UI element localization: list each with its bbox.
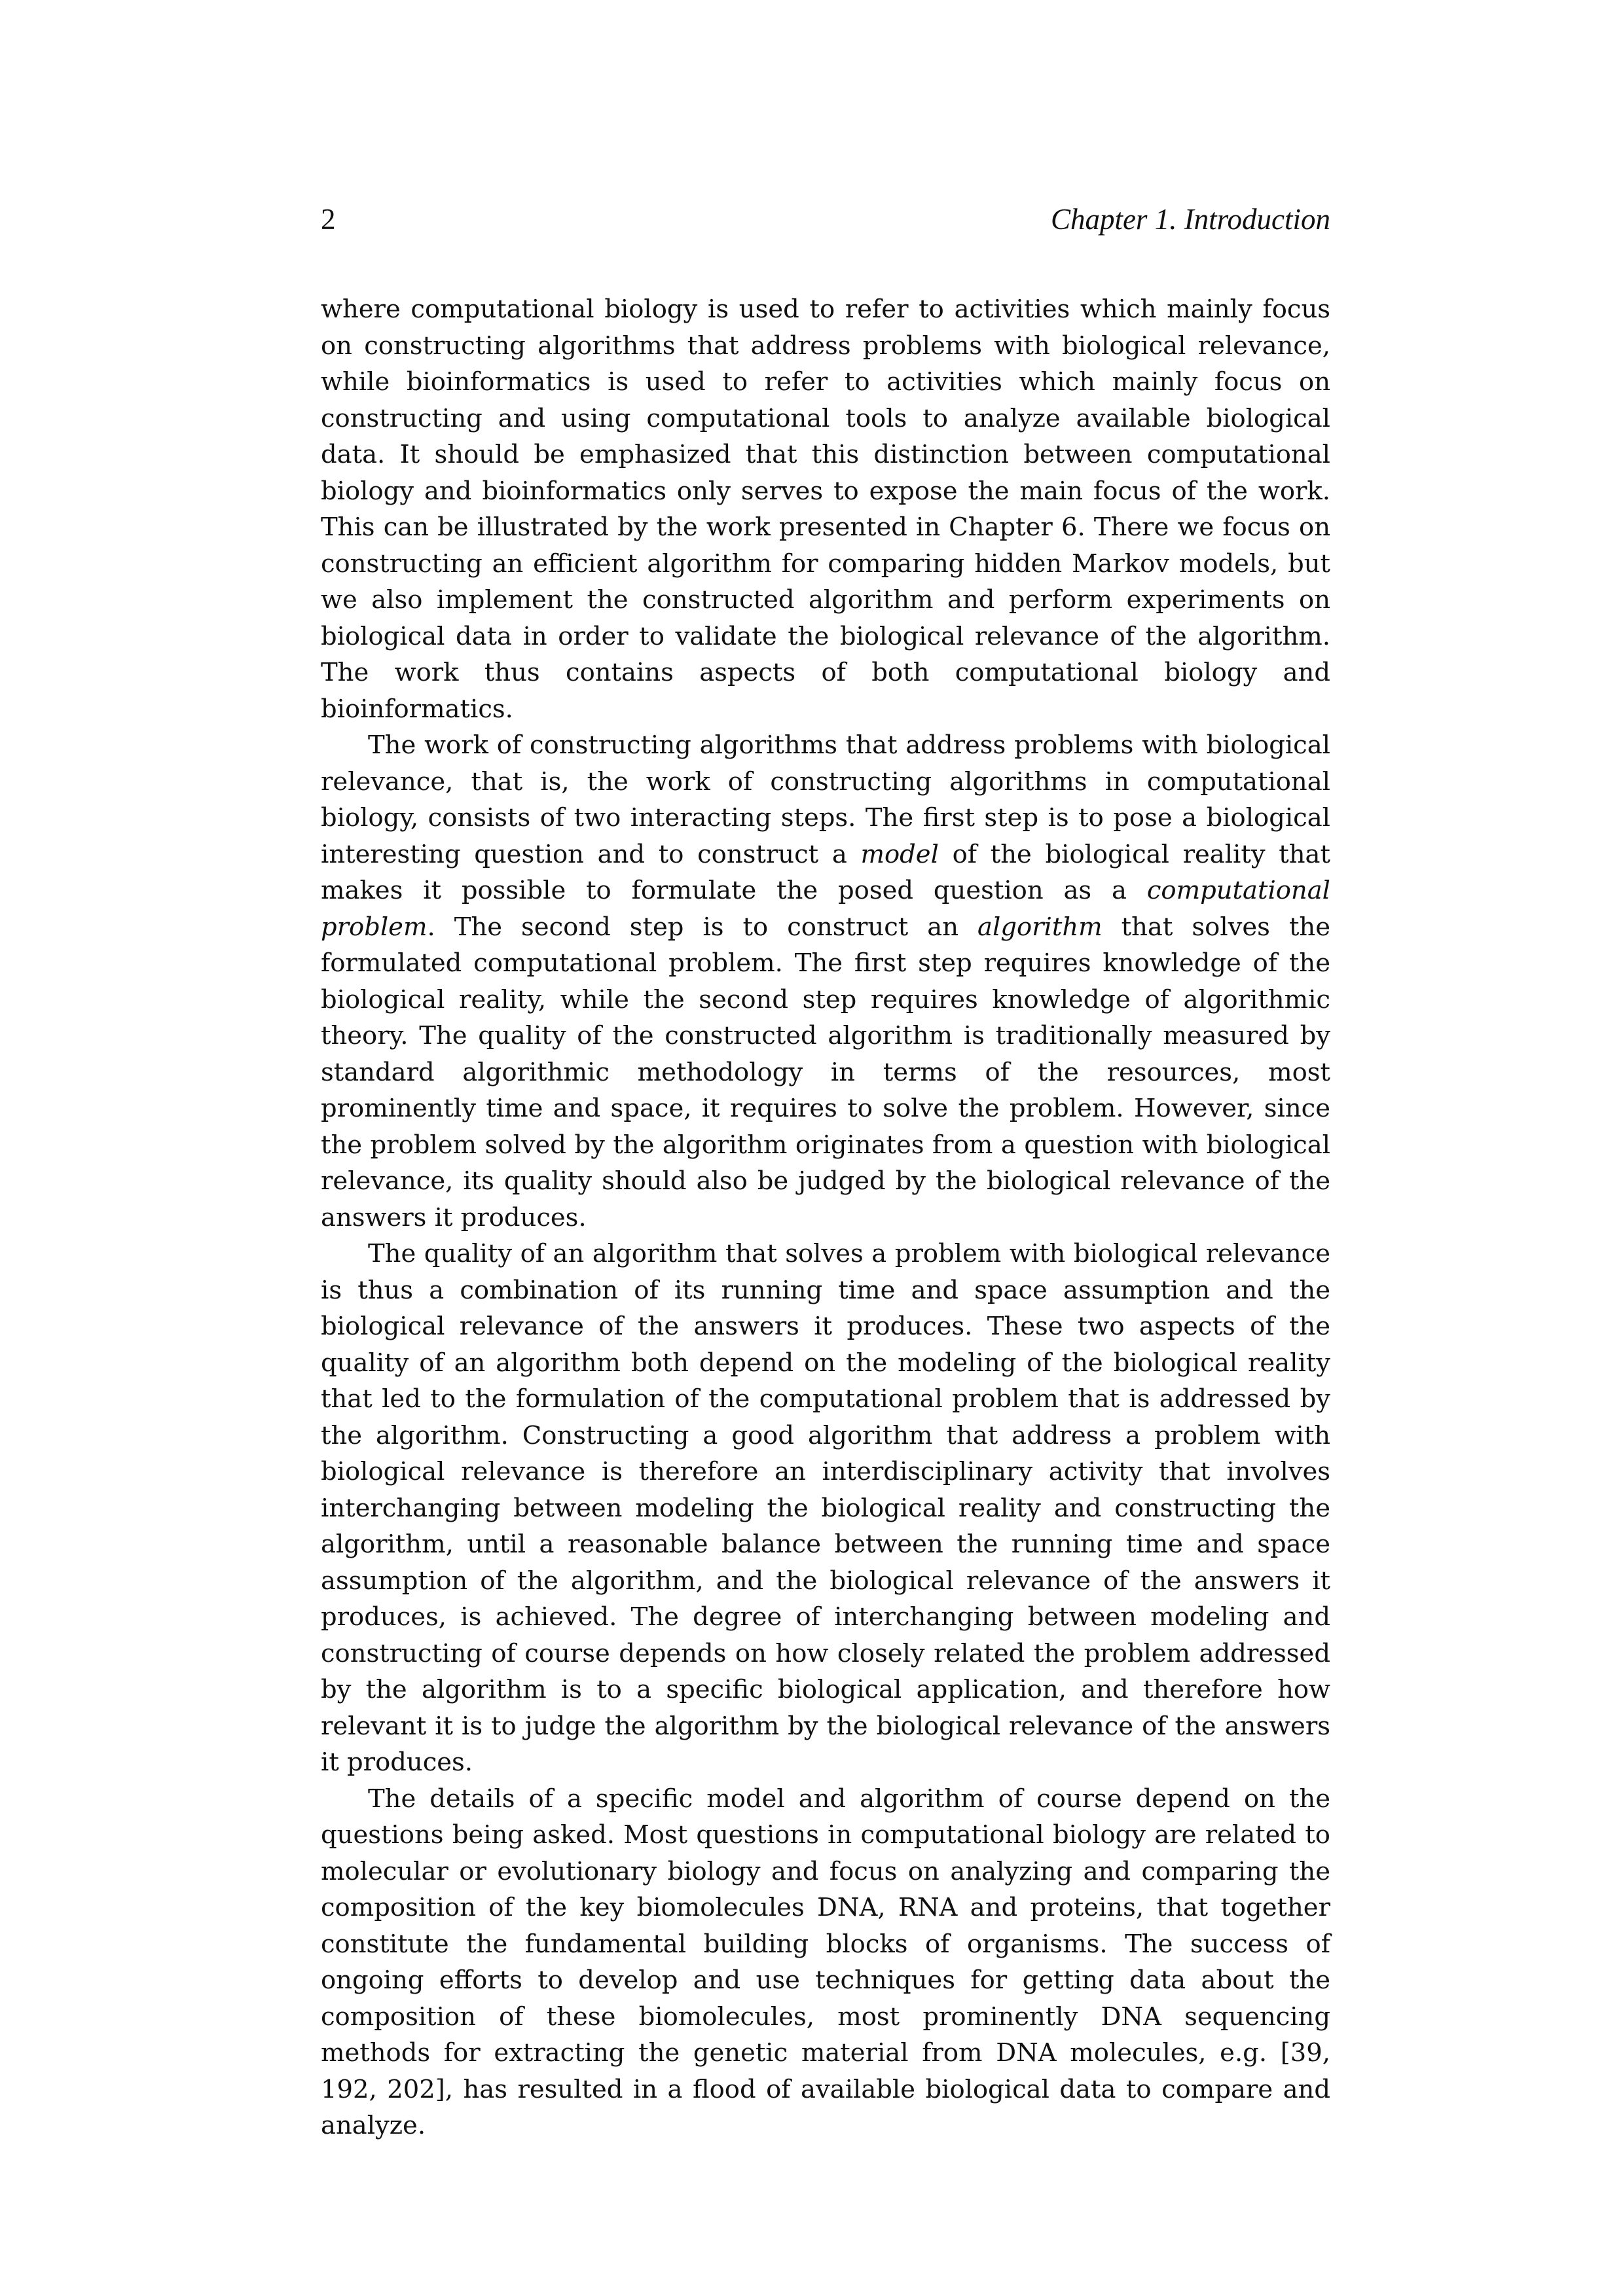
paragraph-2-part-3: . The second step is to construct an xyxy=(427,912,978,942)
paragraph-2-part-4: that solves the formulated computational problem. The first step requires knowledge of the biological reality, while the second step requires knowledge of algorithmic theory. The quality of the constructed algorithm is traditionally measured by standard algorithmic methodology in terms of the resources, most prominently time and space, it requires to solve the problem. However, since the problem solved by the algorithm originates from a question with biological relevance, its quality should also be judged by the biological relevance of the answers it produces. xyxy=(321,912,1331,1232)
paragraph-4: The details of a specific model and algorithm of course depend on the questions being asked. Most questions in computational biology are related to molecular or evolutionary biology and focus on analyzing and comparing the composition of the key biomolecules DNA, RNA and proteins, that together constitute the fundamental building blocks of organisms. The success of ongoing efforts to develop and use techniques for getting data about the composition of these biomolecules, most prominently DNA sequencing methods for extracting the genetic material from DNA molecules, e.g. [39, 192, 202], has resulted in a flood of available biological data to compare and analyze. xyxy=(321,1784,1330,2140)
running-head xyxy=(321,196,1330,242)
term-model: model xyxy=(860,839,939,869)
page-number: 2 xyxy=(321,203,336,236)
chapter-title: Chapter 1. Introduction xyxy=(1050,203,1330,236)
term-computational-problem: computational problem xyxy=(321,876,1330,942)
paragraph-1: where computational biology is used to refer to activities which mainly focus on constructing algorithms that address problems with biological relevance, while bioinformatics is used to refer to activities which mainly focus on constructing and using computational tools to analyze available biological data. It should be emphasized that this distinction between computational biology and bioinformatics only serves to expose the main focus of the work. This can be illustrated by the work presented in Chapter 6. There we focus on constructing an efficient algorithm for comparing hidden Markov models, but we also implement the constructed algorithm and perform experiments on biological data in order to validate the biological relevance of the algorithm. The work thus contains aspects of both computational biology and bioinformatics. xyxy=(321,295,1330,724)
paragraph-2-part-1: The work of constructing algorithms that address problems with biological relevance, that is, the work of constructing algorithms in computational biology, consists of two interacting steps. The first step is to pose a biological interesting question and to construct a xyxy=(321,730,1330,869)
paragraph-3: The quality of an algorithm that solves a problem with biological relevance is thus a combination of its running time and space assumption and the biological relevance of the answers it produces. These two aspects of the quality of an algorithm both depend on the modeling of the biological reality that led to the formulation of the computational problem that is addressed by the algorithm. Constructing a good algorithm that address a problem with biological relevance is therefore an interdisciplinary activity that involves interchanging between modeling the biological reality and constructing the algorithm, until a reasonable balance between the running time and space assumption of the algorithm, and the biological relevance of the answers it produces, is achieved. The degree of interchanging between modeling and constructing of course depends on how closely related the problem addressed by the algorithm is to a specific biological application, and therefore how relevant it is to judge the algorithm by the biological relevance of the answers it produces. xyxy=(321,1239,1330,1777)
term-algorithm: algorithm xyxy=(977,912,1103,942)
paragraph-2-part-2: of the biological reality that makes it possible to formulate the posed question as a xyxy=(321,839,1330,905)
body-text xyxy=(321,291,1330,2144)
paragraph-2 xyxy=(321,727,1330,1236)
